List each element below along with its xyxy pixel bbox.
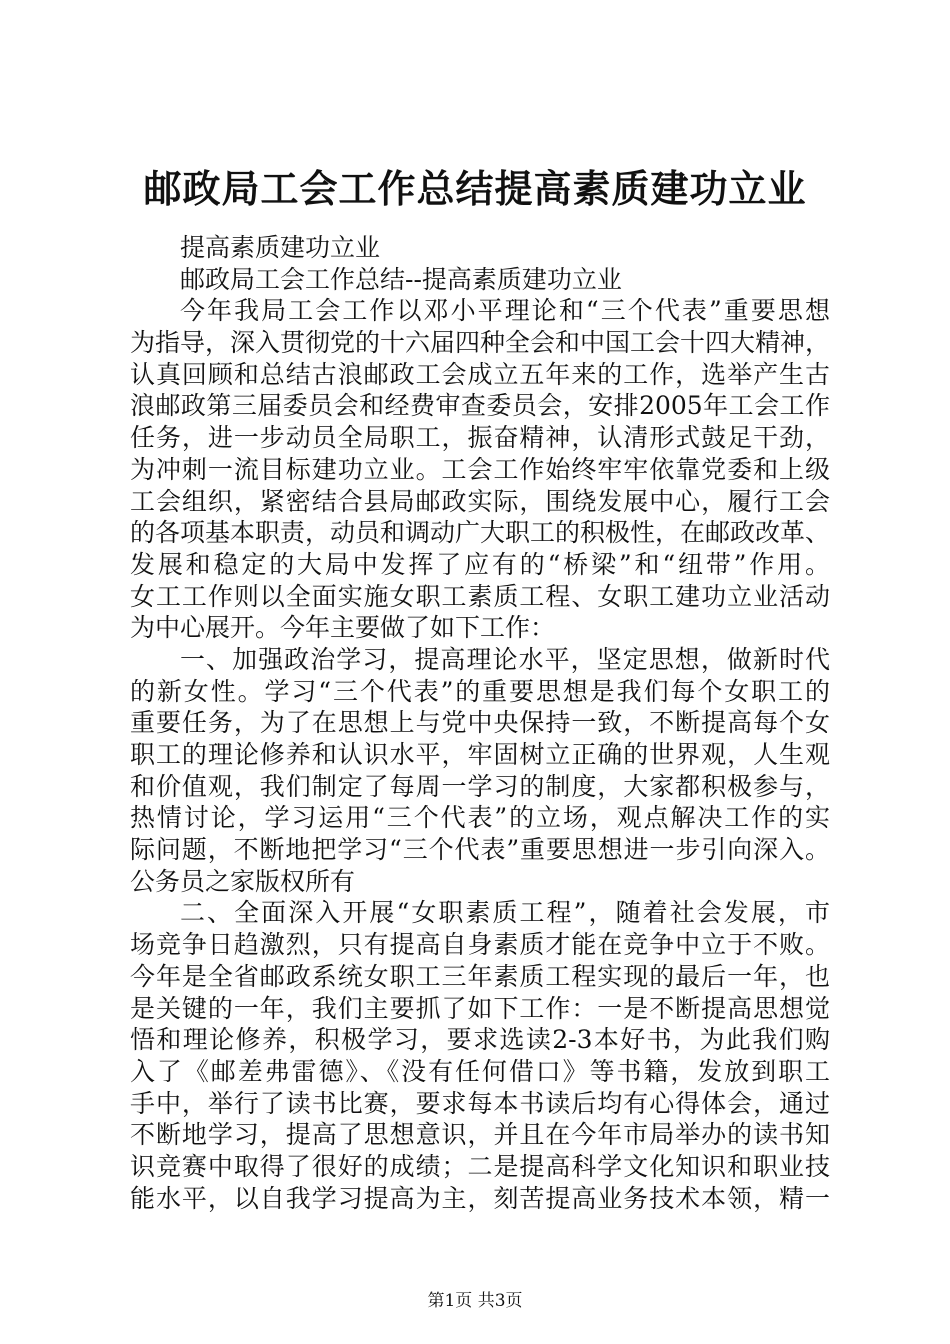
text-line: 际问题，不断地把学习“三个代表”重要思想进一步引向深入。 [130,835,830,865]
text-line: 今年我局工会工作以邓小平理论和“三个代表”重要思想 [180,296,830,326]
text-line: 提高素质建功立业 [180,233,381,262]
text-line: 为指导，深入贯彻党的十六届四种全会和中国工会十四大精神， [130,328,831,358]
text-line: 的各项基本职责，动员和调动广大职工的积极性，在邮政改革、 [130,518,831,548]
text-line: 认真回顾和总结古浪邮政工会成立五年来的工作，选举产生古 [130,359,830,389]
text-line: 任务，进一步动员全局职工，振奋精神，认清形式鼓足干劲， [130,423,830,453]
page-footer: 第1页 共3页 [427,1291,523,1311]
text-line: 是关键的一年，我们主要抓了如下工作：一是不断提高思想觉 [130,993,830,1023]
text-line: 为中心展开。今年主要做了如下工作： [130,613,556,643]
document-title: 邮政局工会工作总结提高素质建功立业 [143,167,807,211]
text-line: 工会组织，紧密结合县局邮政实际，围绕发展中心，履行工会 [130,486,830,516]
text-line: 悟和理论修养，积极学习，要求选读2-3本好书，为此我们购 [130,1025,830,1055]
text-line: 手中，举行了读书比赛，要求每本书读后均有心得体会，通过 [130,1088,830,1118]
text-line: 女工工作则以全面实施女职工素质工程、女职工建功立业活动 [130,581,830,611]
text-line: 浪邮政第三届委员会和经费审查委员会，安排2005年工会工作 [130,391,830,421]
document-body [130,232,830,1214]
text-line: 入了《邮差弗雷德》、《没有任何借口》等书籍，发放到职工 [130,1056,830,1086]
text-line: 发展和稳定的大局中发挥了应有的“桥梁”和“纽带”作用。 [130,549,830,579]
text-line: 场竞争日趋激烈，只有提高自身素质才能在竞争中立于不败。 [130,930,830,960]
text-line: 热情讨论，学习运用“三个代表”的立场，观点解决工作的实 [130,803,830,833]
text-line: 为冲刺一流目标建功立业。工会工作始终牢牢依靠党委和上级 [130,454,830,484]
text-line: 公务员之家版权所有 [130,866,356,896]
text-line: 能水平，以自我学习提高为主，刻苦提高业务技术本领，精一 [130,1183,830,1213]
text-line: 重要任务，为了在思想上与党中央保持一致，不断提高每个女 [130,708,830,738]
text-line: 职工的理论修养和认识水平，牢固树立正确的世界观，人生观 [130,740,830,769]
text-line: 和价值观，我们制定了每周一学习的制度，大家都积极参与， [130,771,830,801]
text-line: 不断地学习，提高了思想意识，并且在今年市局举办的读书知 [130,1120,830,1150]
text-line: 二、全面深入开展“女职素质工程”，随着社会发展，市 [180,898,830,928]
text-line: 邮政局工会工作总结--提高素质建功立业 [180,264,622,294]
text-line: 的新女性。学习“三个代表”的重要思想是我们每个女职工的 [130,676,830,706]
text-line: 一、加强政治学习，提高理论水平，坚定思想，做新时代 [180,644,830,674]
text-line: 今年是全省邮政系统女职工三年素质工程实现的最后一年，也 [130,961,830,991]
text-line: 识竞赛中取得了很好的成绩；二是提高科学文化知识和职业技 [130,1151,830,1181]
